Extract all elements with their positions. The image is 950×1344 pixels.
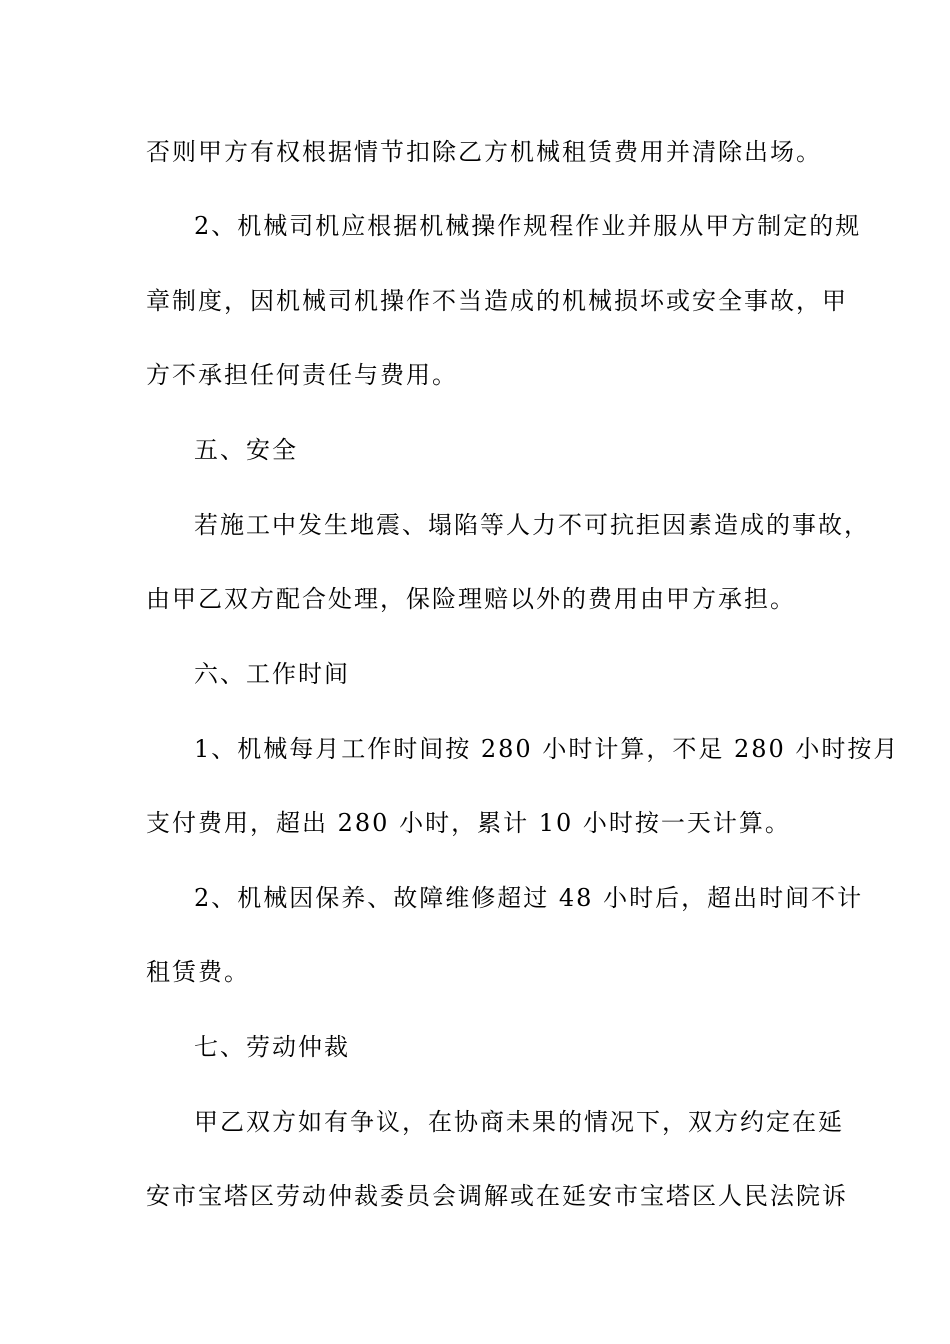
clause-2-line: 2、机械因保养、故障维修超过 48 小时后，超出时间不计 bbox=[194, 884, 864, 912]
paragraph-line: 由甲乙双方配合处理，保险理赔以外的费用由甲方承担。 bbox=[146, 585, 796, 613]
paragraph-line: 租赁费。 bbox=[146, 958, 250, 986]
section-heading-labor-arbitration: 七、劳动仲裁 bbox=[194, 1033, 350, 1061]
paragraph-line: 若施工中发生地震、塌陷等人力不可抗拒因素造成的事故， bbox=[194, 511, 870, 539]
paragraph-line: 甲乙双方如有争议，在协商未果的情况下，双方约定在延 bbox=[194, 1108, 844, 1136]
section-heading-safety: 五、安全 bbox=[194, 436, 298, 464]
paragraph-line: 否则甲方有权根据情节扣除乙方机械租赁费用并清除出场。 bbox=[146, 138, 822, 166]
paragraph-line: 方不承担任何责任与费用。 bbox=[146, 361, 458, 389]
clause-2-line: 2、机械司机应根据机械操作规程作业并服从甲方制定的规 bbox=[194, 212, 862, 240]
paragraph-line: 章制度，因机械司机操作不当造成的机械损坏或安全事故，甲 bbox=[146, 287, 848, 315]
section-heading-working-hours: 六、工作时间 bbox=[194, 660, 350, 688]
paragraph-line: 支付费用，超出 280 小时，累计 10 小时按一天计算。 bbox=[146, 809, 791, 837]
paragraph-line: 安市宝塔区劳动仲裁委员会调解或在延安市宝塔区人民法院诉 bbox=[146, 1182, 848, 1210]
clause-1-line: 1、机械每月工作时间按 280 小时计算，不足 280 小时按月 bbox=[194, 735, 900, 763]
